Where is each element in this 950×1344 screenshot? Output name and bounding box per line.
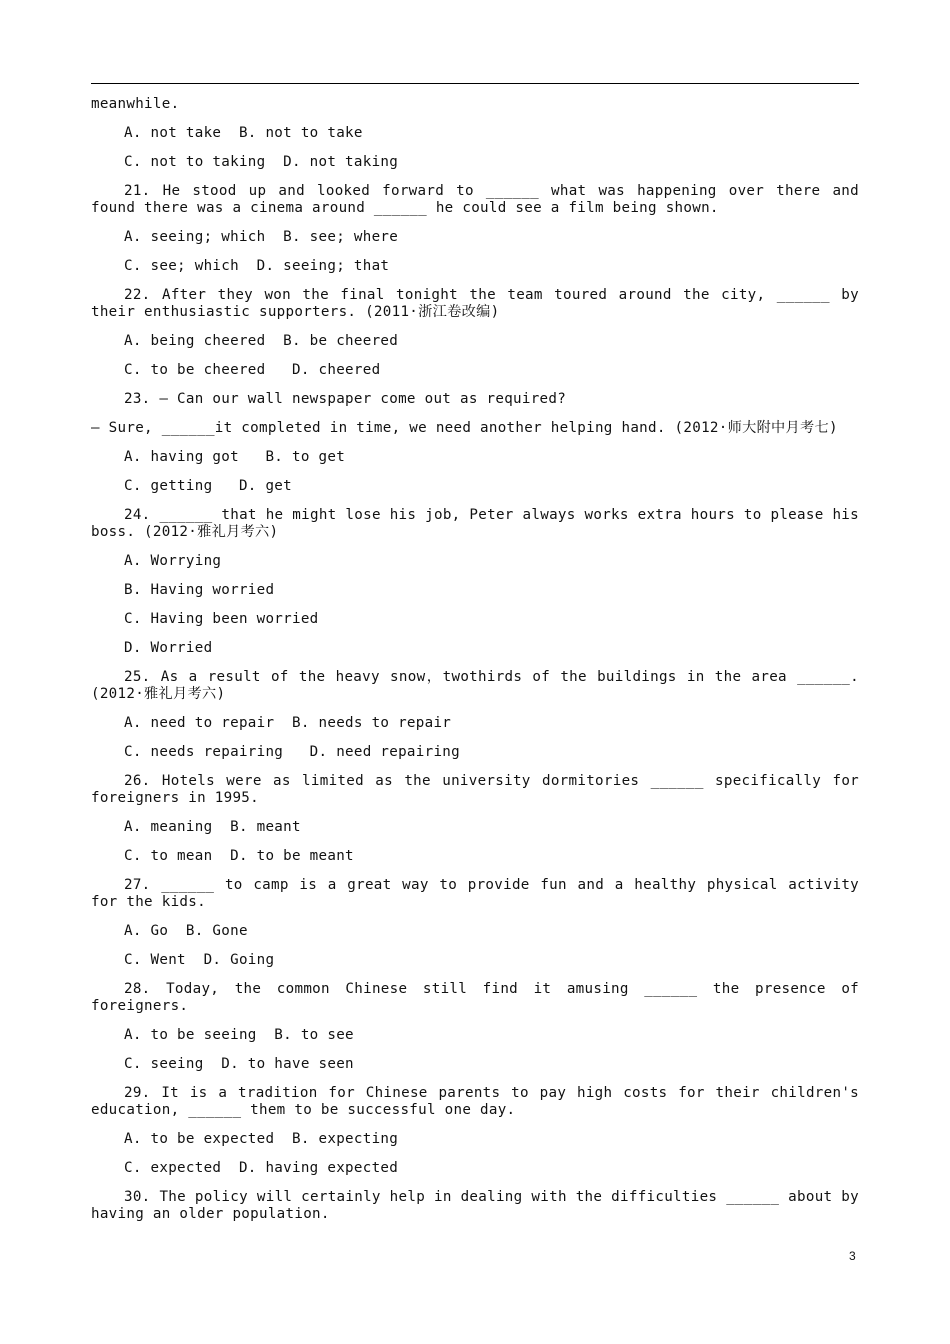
question-23: 23. — Can our wall newspaper come out as required? [124, 391, 567, 407]
question-options: A. Go B. Gone [124, 923, 248, 939]
question-options: C. see; which D. seeing; that [124, 258, 390, 274]
question-29: 29. It is a tradition for Chinese parents to pay high costs for their children's education, ______ them to be successful one day. [91, 1085, 859, 1118]
question-28: 28. Today, the common Chinese still find it amusing ______ the presence of foreigners. [91, 981, 859, 1014]
question-options: C. seeing D. to have seen [124, 1056, 354, 1072]
page-content [91, 96, 859, 1235]
continuation-text: meanwhile. [91, 96, 180, 112]
question-options: C. Went D. Going [124, 952, 275, 968]
question-26: 26. Hotels were as limited as the university dormitories ______ specifically for foreigners in 1995. [91, 773, 859, 806]
question-option: B. Having worried [124, 582, 275, 598]
question-22: 22. After they won the final tonight the team toured around the city, ______ by their enthusiastic supporters. (2011·浙江卷改编) [91, 287, 859, 320]
question-24: 24. ______ that he might lose his job, Peter always works extra hours to please his boss. (2012·雅礼月考六) [91, 507, 859, 540]
question-options: A. not take B. not to take [124, 125, 363, 141]
question-options: C. to mean D. to be meant [124, 848, 354, 864]
question-options: A. need to repair B. needs to repair [124, 715, 452, 731]
question-options: A. seeing; which B. see; where [124, 229, 399, 245]
question-27: 27. ______ to camp is a great way to provide fun and a healthy physical activity for the kids. [91, 877, 859, 910]
question-30: 30. The policy will certainly help in dealing with the difficulties ______ about by having an older population. [91, 1189, 859, 1222]
header-rule [91, 83, 859, 84]
question-options: C. not to taking D. not taking [124, 154, 399, 170]
question-option: D. Worried [124, 640, 213, 656]
question-option: A. Worrying [124, 553, 222, 569]
question-options: C. getting D. get [124, 478, 292, 494]
question-options: A. meaning B. meant [124, 819, 301, 835]
question-options: A. being cheered B. be cheered [124, 333, 399, 349]
question-21: 21. He stood up and looked forward to ______ what was happening over there and found there was a cinema around ______ he could see a film being shown. [91, 183, 859, 216]
question-options: A. to be expected B. expecting [124, 1131, 399, 1147]
question-options: A. having got B. to get [124, 449, 346, 465]
page-number: 3 [849, 1249, 856, 1263]
question-options: C. to be cheered D. cheered [124, 362, 381, 378]
question-25: 25. As a result of the heavy snow，twothirds of the buildings in the area ______.(2012·雅礼月考六) [91, 669, 859, 702]
question-23-dialogue: — Sure, ______it completed in time, we need another helping hand. (2012·师大附中月考七) [91, 420, 838, 436]
question-option: C. Having been worried [124, 611, 319, 627]
question-options: C. needs repairing D. need repairing [124, 744, 460, 760]
question-options: A. to be seeing B. to see [124, 1027, 354, 1043]
question-options: C. expected D. having expected [124, 1160, 399, 1176]
